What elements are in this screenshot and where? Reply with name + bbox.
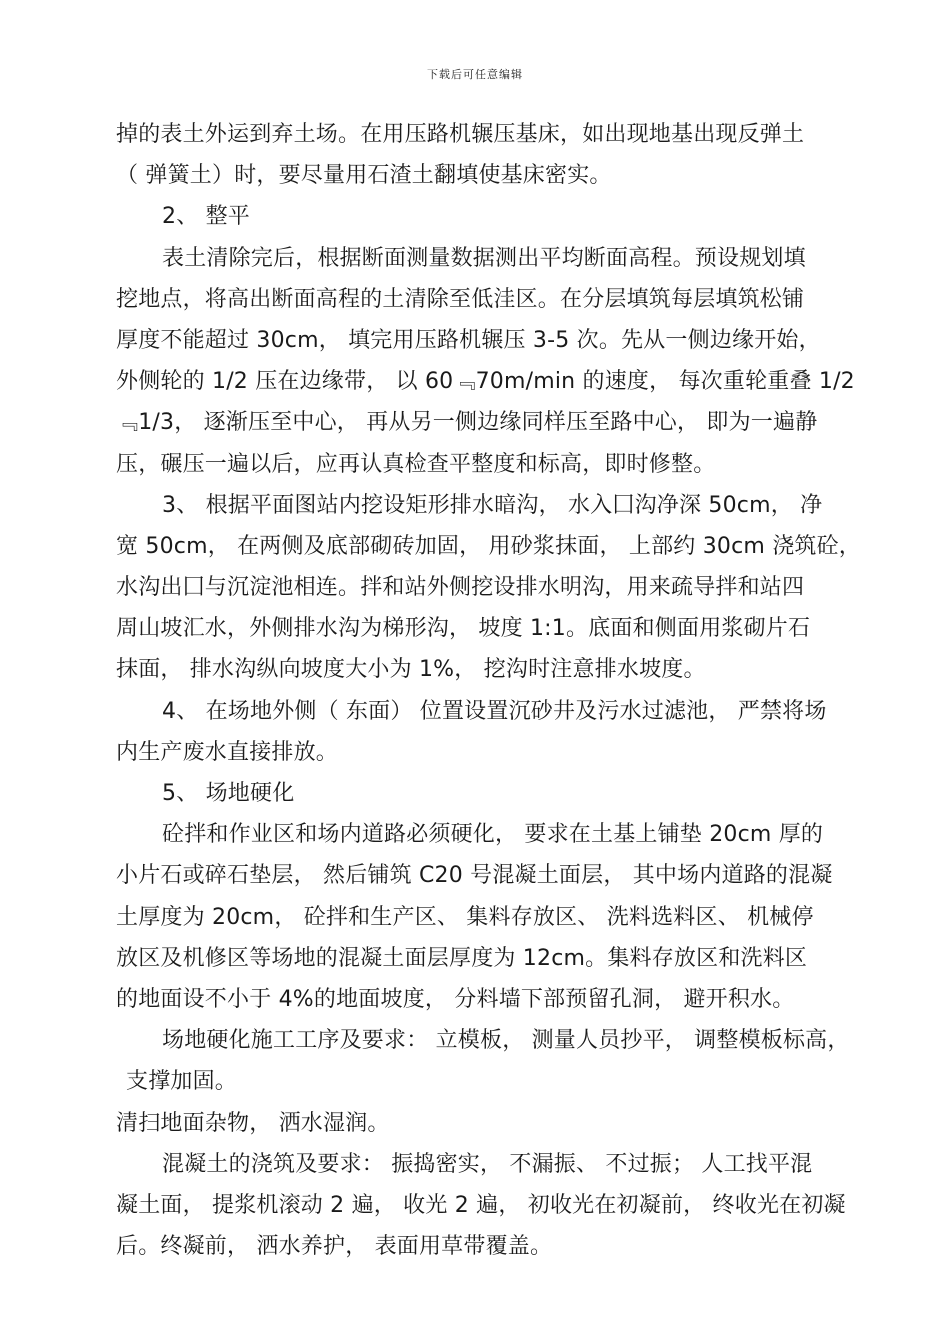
text-line: 外侧轮的 1/2 压在边缘带， 以 60﹃70m/min 的速度， 每次重轮重叠 1/2 [116, 369, 855, 395]
text-line: （ 弹簧土）时，要尽量用石渣土翻填使基床密实。 [116, 163, 612, 189]
text-line: 宽 50cm， 在两侧及底部砌砖加固， 用砂浆抹面， 上部约 30cm 浇筑砼， [116, 533, 862, 559]
text-line: 表土清除完后，根据断面测量数据测出平均断面高程。预设规划填 [162, 245, 806, 271]
text-line: 砼拌和作业区和场内道路必须硬化， 要求在土基上铺垫 20cm 厚的 [162, 822, 824, 848]
text-line: 后。终凝前， 洒水养护， 表面用草带覆盖。 [116, 1234, 553, 1260]
section-heading: 2、 整平 [162, 204, 250, 230]
text-line: 清扫地面杂物， 洒水湿润。 [116, 1110, 390, 1136]
text-line: 场地硬化施工工序及要求： 立模板， 测量人员抄平， 调整模板标高， [162, 1028, 850, 1054]
text-line: 周山坡汇水，外侧排水沟为梯形沟， 坡度 1:1。底面和侧面用浆砌片石 [116, 616, 811, 642]
text-line: ﹃1/3， 逐渐压至中心， 再从另一侧边缘同样压至路中心， 即为一遍静 [116, 410, 818, 436]
document-body [116, 114, 862, 1267]
text-line: 放区及机修区等场地的混凝土面层厚度为 12cm。集料存放区和洗料区 [116, 945, 808, 971]
text-line: 水沟出囗与沉淀池相连。拌和站外侧挖设排水明沟，用来疏导拌和站四 [116, 575, 805, 601]
text-line: 混凝土的浇筑及要求： 振捣密实， 不漏振、 不过振； 人工找平混 [162, 1151, 813, 1177]
text-line: 小片石或碎石垫层， 然后铺筑 C20 号混凝土面层， 其中场内道路的混凝 [116, 863, 833, 889]
text-line: 的地面设不小于 4%的地面坡度， 分料墙下部预留孔洞， 避开积水。 [116, 986, 795, 1012]
section-heading: 5、 场地硬化 [162, 781, 295, 806]
section-heading: 4、 在场地外侧（ 东面） 位置设置沉砂井及污水过滤池， 严禁将场 [162, 698, 827, 724]
text-line: 抹面， 排水沟纵向坡度大小为 1%， 挖沟时注意排水坡度。 [116, 657, 706, 683]
text-line: 土厚度为 20cm， 砼拌和生产区、 集料存放区、 洗料选料区、 机械停 [116, 904, 814, 930]
text-line: 压，碾压一遍以后，应再认真检查平整度和标高，即时修整。 [116, 451, 716, 477]
text-line: 凝土面， 提浆机滚动 2 遍， 收光 2 遍， 初收光在初凝前， 终收光在初凝 [116, 1192, 846, 1218]
text-line: 挖地点，将高出断面高程的土清除至低洼区。在分层填筑每层填筑松铺 [116, 286, 805, 312]
text-line: 掉的表土外运到弃土场。在用压路机辗压基床，如出现地基出现反弹土 [116, 122, 805, 147]
text-line: 内生产废水直接排放。 [116, 739, 339, 765]
section-heading: 3、 根据平面图站内挖设矩形排水暗沟， 水入囗沟净深 50cm， 净 [162, 492, 823, 518]
text-line: 支撑加固。 [126, 1069, 238, 1095]
text-line: 厚度不能超过 30cm， 填完用压路机辗压 3-5 次。先从一侧边缘开始， [116, 327, 821, 353]
page-header: 下载后可任意编辑 [427, 68, 523, 81]
